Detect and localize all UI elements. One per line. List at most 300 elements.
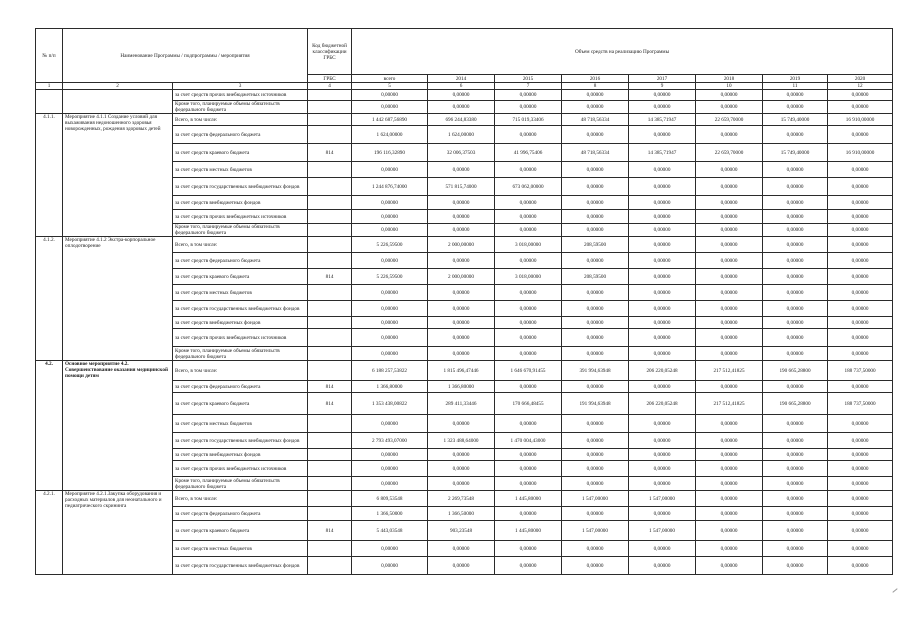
grbs-code-cell <box>308 449 352 461</box>
grbs-code-cell <box>308 237 352 253</box>
year-value-cell: 0,00000 <box>562 162 629 178</box>
year-value-cell: 0,00000 <box>696 237 763 253</box>
total-value-cell: 0,00000 <box>352 461 428 477</box>
total-value-cell: 2 793 493,07000 <box>352 433 428 449</box>
year-value-cell: 1 547,00000 <box>562 491 629 507</box>
grbs-code-cell <box>308 114 352 126</box>
year-value-cell: 0,00000 <box>763 477 828 491</box>
year-value-cell: 0,00000 <box>428 285 495 301</box>
year-value-cell: 0,00000 <box>828 521 893 541</box>
year-value-cell: 0,00000 <box>428 253 495 269</box>
year-value-cell: 2 269,73548 <box>428 491 495 507</box>
header-code-sub: ГРБС <box>308 75 352 83</box>
year-value-cell: 0,00000 <box>428 477 495 491</box>
year-value-cell: 289 411,33446 <box>428 393 495 415</box>
funding-source-cell: за счет средств федерального бюджета <box>173 126 308 144</box>
year-value-cell: 0,00000 <box>763 347 828 361</box>
year-value-cell: 0,00000 <box>696 507 763 521</box>
total-value-cell: 1 624,00000 <box>352 126 428 144</box>
funding-source-cell: за счет средств внебюджетных фондов <box>173 449 308 461</box>
year-value-cell: 0,00000 <box>562 461 629 477</box>
year-value-cell: 16 910,00000 <box>828 144 893 162</box>
year-value-cell: 190 665,28800 <box>763 393 828 415</box>
total-value-cell: 5 226,59500 <box>352 237 428 253</box>
year-value-cell: 0,00000 <box>629 557 696 575</box>
year-value-cell: 217 512,41825 <box>696 361 763 381</box>
year-value-cell: 0,00000 <box>763 269 828 285</box>
year-value-cell: 0,00000 <box>629 269 696 285</box>
table-row <box>36 361 893 381</box>
year-value-cell: 0,00000 <box>828 477 893 491</box>
funding-source-cell: Всего, в том числе: <box>173 491 308 507</box>
year-value-cell: 1 815 496,47446 <box>428 361 495 381</box>
year-value-cell: 0,00000 <box>629 178 696 196</box>
year-value-cell: 0,00000 <box>428 317 495 329</box>
header-year: 2020 <box>828 75 893 83</box>
year-value-cell: 0,00000 <box>828 415 893 433</box>
year-value-cell: 1 445,80000 <box>495 491 562 507</box>
year-value-cell: 0,00000 <box>828 557 893 575</box>
year-value-cell: 0,00000 <box>428 101 495 114</box>
year-value-cell: 0,00000 <box>629 347 696 361</box>
year-value-cell: 1 547,00000 <box>629 491 696 507</box>
funding-source-cell: за счет средств внебюджетных фондов <box>173 317 308 329</box>
row-num-cell: 4.1.1. <box>36 114 63 237</box>
year-value-cell: 188 737,50000 <box>828 361 893 381</box>
funding-source-cell: за счет средств федерального бюджета <box>173 253 308 269</box>
budget-table <box>35 28 893 575</box>
total-value-cell: 0,00000 <box>352 301 428 317</box>
year-value-cell: 0,00000 <box>495 301 562 317</box>
year-value-cell: 0,00000 <box>828 210 893 224</box>
header-num: № п/п <box>36 29 63 83</box>
total-value-cell: 0,00000 <box>352 477 428 491</box>
total-value-cell: 0,00000 <box>352 90 428 101</box>
funding-source-cell: за счет средств краевого бюджета <box>173 393 308 415</box>
year-value-cell: 0,00000 <box>696 162 763 178</box>
total-value-cell: 5 226,59500 <box>352 269 428 285</box>
total-value-cell: 196 116,32890 <box>352 144 428 162</box>
year-value-cell: 170 666,48455 <box>495 393 562 415</box>
funding-source-cell: Всего, в том числе: <box>173 114 308 126</box>
year-value-cell: 0,00000 <box>428 90 495 101</box>
funding-source-cell: за счет средств местных бюджетов <box>173 541 308 557</box>
year-value-cell: 0,00000 <box>828 224 893 237</box>
year-value-cell: 0,00000 <box>562 347 629 361</box>
grbs-code-cell <box>308 477 352 491</box>
total-value-cell: 1 366,50000 <box>352 507 428 521</box>
year-value-cell: 0,00000 <box>828 253 893 269</box>
year-value-cell: 0,00000 <box>495 317 562 329</box>
year-value-cell: 208,59500 <box>562 269 629 285</box>
funding-source-cell: за счет средств государственных внебюджетных фондов <box>173 301 308 317</box>
year-value-cell: 0,00000 <box>828 433 893 449</box>
year-value-cell: 0,00000 <box>763 224 828 237</box>
year-value-cell: 32 006,37503 <box>428 144 495 162</box>
year-value-cell: 1 366,80000 <box>428 381 495 393</box>
year-value-cell: 0,00000 <box>828 317 893 329</box>
year-value-cell: 0,00000 <box>629 317 696 329</box>
row-num-cell: 4.2. <box>36 361 63 491</box>
year-value-cell: 0,00000 <box>696 329 763 347</box>
year-value-cell: 0,00000 <box>562 253 629 269</box>
year-value-cell: 0,00000 <box>763 126 828 144</box>
grbs-code-cell <box>308 329 352 347</box>
year-value-cell: 15 749,40000 <box>763 114 828 126</box>
year-value-cell: 0,00000 <box>763 237 828 253</box>
year-value-cell: 22 659,70000 <box>696 114 763 126</box>
year-value-cell: 0,00000 <box>696 415 763 433</box>
year-value-cell: 0,00000 <box>696 347 763 361</box>
year-value-cell: 0,00000 <box>428 347 495 361</box>
total-value-cell: 0,00000 <box>352 347 428 361</box>
grbs-code-cell <box>308 210 352 224</box>
grbs-code-cell <box>308 224 352 237</box>
grbs-code-cell <box>308 491 352 507</box>
grbs-code-cell <box>308 90 352 101</box>
year-value-cell: 0,00000 <box>562 210 629 224</box>
total-value-cell: 0,00000 <box>352 101 428 114</box>
year-value-cell: 0,00000 <box>696 269 763 285</box>
funding-source-cell: за счет средств краевого бюджета <box>173 144 308 162</box>
year-value-cell: 0,00000 <box>629 253 696 269</box>
year-value-cell: 0,00000 <box>629 210 696 224</box>
year-value-cell: 1 323 488,64000 <box>428 433 495 449</box>
grbs-code-cell: 814 <box>308 393 352 415</box>
funding-source-cell: за счет средств прочих внебюджетных источников <box>173 90 308 101</box>
grbs-code-cell <box>308 285 352 301</box>
year-value-cell: 0,00000 <box>629 433 696 449</box>
year-value-cell: 0,00000 <box>696 90 763 101</box>
year-value-cell: 0,00000 <box>428 557 495 575</box>
year-value-cell: 0,00000 <box>562 317 629 329</box>
year-value-cell: 0,00000 <box>629 461 696 477</box>
year-value-cell: 0,00000 <box>562 329 629 347</box>
index-cell: 4 <box>308 83 352 90</box>
grbs-code-cell <box>308 557 352 575</box>
funding-source-cell: за счет средств краевого бюджета <box>173 269 308 285</box>
funding-source-cell: за счет средств государственных внебюджетных фондов <box>173 178 308 196</box>
year-value-cell: 0,00000 <box>562 415 629 433</box>
year-value-cell: 0,00000 <box>428 329 495 347</box>
grbs-code-cell <box>308 253 352 269</box>
year-value-cell: 0,00000 <box>696 491 763 507</box>
year-value-cell: 0,00000 <box>562 101 629 114</box>
header-year: 2014 <box>428 75 495 83</box>
header-name: Наименование Программы / подпрограммы / мероприятия <box>63 29 308 83</box>
index-cell: 9 <box>629 83 696 90</box>
year-value-cell: 1 547,00000 <box>629 521 696 541</box>
funding-source-cell: за счет средств местных бюджетов <box>173 415 308 433</box>
year-value-cell: 0,00000 <box>696 433 763 449</box>
year-value-cell: 1 624,00000 <box>428 126 495 144</box>
year-value-cell: 0,00000 <box>428 541 495 557</box>
year-value-cell: 0,00000 <box>629 507 696 521</box>
year-value-cell: 0,00000 <box>495 126 562 144</box>
year-value-cell: 14 385,71947 <box>629 114 696 126</box>
total-value-cell: 0,00000 <box>352 449 428 461</box>
year-value-cell: 1 366,50000 <box>428 507 495 521</box>
funding-source-cell: Кроме того, планируемые объемы обязательств федерального бюджета <box>173 477 308 491</box>
table-body <box>36 90 893 575</box>
year-value-cell: 0,00000 <box>763 491 828 507</box>
year-value-cell: 0,00000 <box>696 210 763 224</box>
year-value-cell: 0,00000 <box>629 237 696 253</box>
total-value-cell: 0,00000 <box>352 253 428 269</box>
year-value-cell: 0,00000 <box>629 196 696 210</box>
table-row <box>36 491 893 507</box>
year-value-cell: 0,00000 <box>428 461 495 477</box>
header-total: всего <box>352 75 428 83</box>
row-name-cell: Мероприятие 4.2.1.Закупка оборудования и расходных материалов для неонатального и педиатрического скрининга <box>63 491 173 575</box>
year-value-cell: 0,00000 <box>828 491 893 507</box>
index-cell: 10 <box>696 83 763 90</box>
index-cell: 7 <box>495 83 562 90</box>
header-index-row <box>36 83 893 90</box>
year-value-cell: 0,00000 <box>495 449 562 461</box>
total-value-cell: 0,00000 <box>352 210 428 224</box>
year-value-cell: 0,00000 <box>696 557 763 575</box>
grbs-code-cell: 814 <box>308 381 352 393</box>
year-value-cell: 0,00000 <box>763 521 828 541</box>
year-value-cell: 2 000,00000 <box>428 237 495 253</box>
year-value-cell: 715 019,33406 <box>495 114 562 126</box>
year-value-cell: 0,00000 <box>562 224 629 237</box>
year-value-cell: 0,00000 <box>696 126 763 144</box>
year-value-cell: 0,00000 <box>629 477 696 491</box>
year-value-cell: 0,00000 <box>696 178 763 196</box>
year-value-cell: 0,00000 <box>495 477 562 491</box>
year-value-cell: 0,00000 <box>696 196 763 210</box>
year-value-cell: 2 000,00000 <box>428 269 495 285</box>
year-value-cell: 0,00000 <box>495 347 562 361</box>
funding-source-cell: за счет средств государственных внебюджетных фондов <box>173 433 308 449</box>
grbs-code-cell <box>308 162 352 178</box>
year-value-cell: 0,00000 <box>629 449 696 461</box>
year-value-cell: 0,00000 <box>828 329 893 347</box>
year-value-cell: 1 646 670,91455 <box>495 361 562 381</box>
year-value-cell: 0,00000 <box>763 557 828 575</box>
year-value-cell: 0,00000 <box>495 541 562 557</box>
funding-source-cell: Всего, в том числе: <box>173 237 308 253</box>
year-value-cell: 0,00000 <box>828 301 893 317</box>
year-value-cell: 0,00000 <box>428 224 495 237</box>
total-value-cell: 5 443,03548 <box>352 521 428 541</box>
year-value-cell: 0,00000 <box>629 126 696 144</box>
year-value-cell: 15 749,40000 <box>763 144 828 162</box>
year-value-cell: 0,00000 <box>495 461 562 477</box>
year-value-cell: 0,00000 <box>763 196 828 210</box>
year-value-cell: 0,00000 <box>828 461 893 477</box>
year-value-cell: 0,00000 <box>696 301 763 317</box>
year-value-cell: 0,00000 <box>828 541 893 557</box>
year-value-cell: 1 445,80000 <box>495 521 562 541</box>
row-num-cell <box>36 90 63 114</box>
year-value-cell: 0,00000 <box>629 162 696 178</box>
index-cell: 12 <box>828 83 893 90</box>
grbs-code-cell <box>308 317 352 329</box>
year-value-cell: 0,00000 <box>828 381 893 393</box>
year-value-cell: 673 062,00000 <box>495 178 562 196</box>
year-value-cell: 0,00000 <box>696 101 763 114</box>
grbs-code-cell <box>308 461 352 477</box>
year-value-cell: 0,00000 <box>562 557 629 575</box>
funding-source-cell: за счет средств внебюджетных фондов <box>173 196 308 210</box>
year-value-cell: 0,00000 <box>495 90 562 101</box>
year-value-cell: 0,00000 <box>828 285 893 301</box>
grbs-code-cell <box>308 361 352 381</box>
year-value-cell: 0,00000 <box>696 541 763 557</box>
grbs-code-cell <box>308 541 352 557</box>
funding-source-cell: за счет средств местных бюджетов <box>173 162 308 178</box>
grbs-code-cell <box>308 126 352 144</box>
year-value-cell: 0,00000 <box>629 224 696 237</box>
year-value-cell: 0,00000 <box>763 541 828 557</box>
grbs-code-cell <box>308 347 352 361</box>
grbs-code-cell: 814 <box>308 269 352 285</box>
year-value-cell: 0,00000 <box>696 317 763 329</box>
year-value-cell: 0,00000 <box>562 381 629 393</box>
year-value-cell: 0,00000 <box>696 224 763 237</box>
year-value-cell: 0,00000 <box>495 507 562 521</box>
year-value-cell: 188 737,50000 <box>828 393 893 415</box>
year-value-cell: 0,00000 <box>562 301 629 317</box>
funding-source-cell: за счет средств федерального бюджета <box>173 507 308 521</box>
year-value-cell: 0,00000 <box>763 507 828 521</box>
header-volume: Объем средств на реализацию Программы <box>352 29 893 75</box>
header-year: 2017 <box>629 75 696 83</box>
year-value-cell: 0,00000 <box>495 329 562 347</box>
year-value-cell: 0,00000 <box>562 507 629 521</box>
year-value-cell: 0,00000 <box>696 285 763 301</box>
funding-source-cell: за счет средств прочих внебюджетных источников <box>173 329 308 347</box>
year-value-cell: 0,00000 <box>828 162 893 178</box>
header-row-main <box>36 29 893 75</box>
funding-source-cell: за счет средств прочих внебюджетных источников <box>173 461 308 477</box>
header-code: Код бюджетной классификации ГРБС <box>308 29 352 75</box>
year-value-cell: 0,00000 <box>763 253 828 269</box>
year-value-cell: 0,00000 <box>428 162 495 178</box>
total-value-cell: 0,00000 <box>352 162 428 178</box>
year-value-cell: 208,59500 <box>562 237 629 253</box>
grbs-code-cell: 814 <box>308 521 352 541</box>
year-value-cell: 0,00000 <box>629 541 696 557</box>
year-value-cell: 3 018,00000 <box>495 237 562 253</box>
total-value-cell: 0,00000 <box>352 224 428 237</box>
funding-source-cell: за счет средств местных бюджетов <box>173 285 308 301</box>
year-value-cell: 190 665,28800 <box>763 361 828 381</box>
year-value-cell: 0,00000 <box>562 178 629 196</box>
year-value-cell: 41 996,75406 <box>495 144 562 162</box>
year-value-cell: 0,00000 <box>562 541 629 557</box>
year-value-cell: 0,00000 <box>763 210 828 224</box>
total-value-cell: 0,00000 <box>352 541 428 557</box>
year-value-cell: 48 718,56334 <box>562 144 629 162</box>
grbs-code-cell <box>308 196 352 210</box>
year-value-cell: 0,00000 <box>763 415 828 433</box>
year-value-cell: 0,00000 <box>763 101 828 114</box>
year-value-cell: 0,00000 <box>828 269 893 285</box>
total-value-cell: 0,00000 <box>352 317 428 329</box>
year-value-cell: 0,00000 <box>696 521 763 541</box>
year-value-cell: 0,00000 <box>696 449 763 461</box>
year-value-cell: 0,00000 <box>828 196 893 210</box>
year-value-cell: 0,00000 <box>495 101 562 114</box>
year-value-cell: 571 815,74000 <box>428 178 495 196</box>
header-year: 2016 <box>562 75 629 83</box>
index-cell: 3 <box>173 83 308 90</box>
total-value-cell: 1 353 438,00822 <box>352 393 428 415</box>
year-value-cell: 0,00000 <box>629 415 696 433</box>
year-value-cell: 0,00000 <box>696 477 763 491</box>
year-value-cell: 903,23548 <box>428 521 495 541</box>
funding-source-cell: Всего, в том числе: <box>173 361 308 381</box>
year-value-cell: 0,00000 <box>495 224 562 237</box>
year-value-cell: 0,00000 <box>495 162 562 178</box>
year-value-cell: 0,00000 <box>629 329 696 347</box>
year-value-cell: 0,00000 <box>629 381 696 393</box>
year-value-cell: 0,00000 <box>763 449 828 461</box>
grbs-code-cell <box>308 507 352 521</box>
year-value-cell: 0,00000 <box>562 90 629 101</box>
year-value-cell: 0,00000 <box>428 210 495 224</box>
grbs-code-cell: 814 <box>308 144 352 162</box>
total-value-cell: 1 244 876,74000 <box>352 178 428 196</box>
row-num-cell: 4.2.1. <box>36 491 63 575</box>
grbs-code-cell <box>308 301 352 317</box>
grbs-code-cell <box>308 433 352 449</box>
year-value-cell: 0,00000 <box>828 90 893 101</box>
year-value-cell: 217 512,41825 <box>696 393 763 415</box>
year-value-cell: 0,00000 <box>428 449 495 461</box>
year-value-cell: 0,00000 <box>696 381 763 393</box>
year-value-cell: 0,00000 <box>629 301 696 317</box>
total-value-cell: 6 809,53548 <box>352 491 428 507</box>
year-value-cell: 0,00000 <box>696 461 763 477</box>
total-value-cell: 1 442 687,56890 <box>352 114 428 126</box>
funding-source-cell: за счет средств краевого бюджета <box>173 521 308 541</box>
index-cell: 11 <box>763 83 828 90</box>
year-value-cell: 0,00000 <box>763 90 828 101</box>
year-value-cell: 48 718,56334 <box>562 114 629 126</box>
year-value-cell: 191 994,63948 <box>562 393 629 415</box>
year-value-cell: 0,00000 <box>696 253 763 269</box>
year-value-cell: 206 220,05248 <box>629 393 696 415</box>
budget-table-sheet <box>35 28 892 575</box>
year-value-cell: 696 244,83380 <box>428 114 495 126</box>
grbs-code-cell <box>308 415 352 433</box>
year-value-cell: 0,00000 <box>562 196 629 210</box>
header-year: 2015 <box>495 75 562 83</box>
index-cell: 2 <box>63 83 173 90</box>
row-name-cell <box>63 90 173 114</box>
total-value-cell: 0,00000 <box>352 329 428 347</box>
year-value-cell: 0,00000 <box>495 285 562 301</box>
scan-mark <box>892 588 897 593</box>
year-value-cell: 0,00000 <box>629 101 696 114</box>
year-value-cell: 14 385,71947 <box>629 144 696 162</box>
year-value-cell: 0,00000 <box>495 557 562 575</box>
grbs-code-cell <box>308 101 352 114</box>
index-cell: 1 <box>36 83 63 90</box>
year-value-cell: 22 659,70000 <box>696 144 763 162</box>
row-name-cell: Основное мероприятие 4.2. Совершенствование оказания медицинской помощи детям <box>63 361 173 491</box>
year-value-cell: 0,00000 <box>828 126 893 144</box>
year-value-cell: 0,00000 <box>428 196 495 210</box>
year-value-cell: 0,00000 <box>629 90 696 101</box>
total-value-cell: 0,00000 <box>352 196 428 210</box>
funding-source-cell: за счет средств государственных внебюджетных фондов <box>173 557 308 575</box>
